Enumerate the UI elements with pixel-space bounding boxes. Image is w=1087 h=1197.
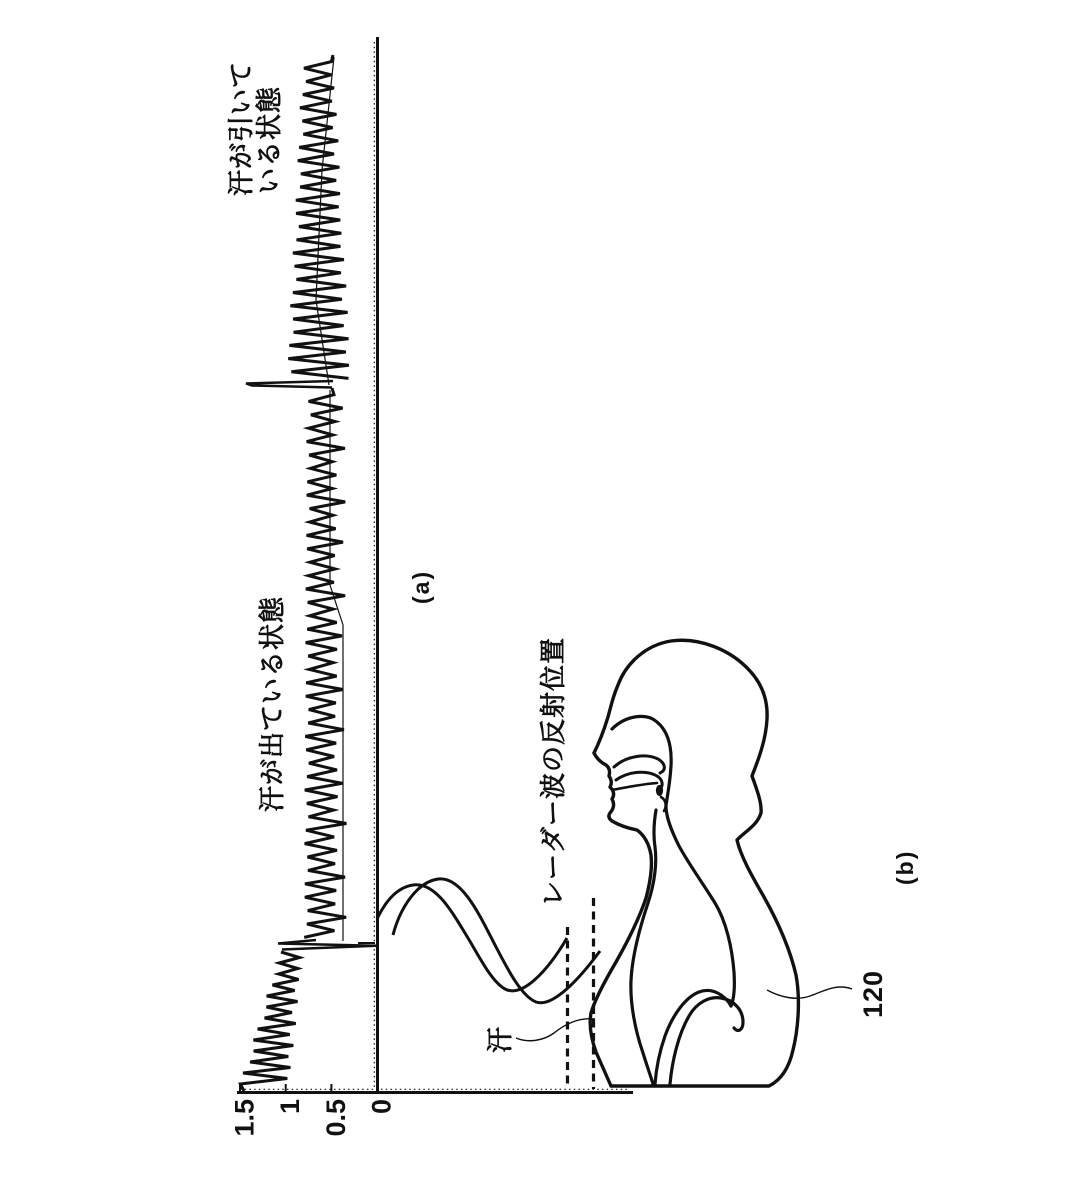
waveform-transition-spike-upper bbox=[246, 381, 333, 388]
waveform-transition-spike-lower bbox=[278, 940, 376, 950]
head-torso-outline bbox=[594, 640, 798, 1086]
epiglottis-line bbox=[661, 797, 666, 811]
uvula-dot bbox=[656, 785, 663, 796]
label-sweat-receding-line1: 汗が引いて bbox=[226, 60, 256, 196]
axis-tick-label-1: 1 bbox=[275, 1099, 305, 1115]
label-sweating-state: 汗が出ている状態 bbox=[257, 595, 287, 812]
trachea-left-line bbox=[655, 990, 731, 1084]
label-sweat: 汗 bbox=[485, 1026, 515, 1053]
mouth-line bbox=[612, 783, 657, 790]
ref-120-leader-line bbox=[767, 987, 852, 998]
trachea-hook-line bbox=[670, 998, 743, 1084]
waveform-section-onset bbox=[240, 952, 299, 1091]
sweat-leader-line bbox=[516, 1019, 595, 1041]
palate-line bbox=[614, 756, 664, 773]
waveform bbox=[240, 55, 376, 1091]
tongue-line bbox=[616, 772, 662, 789]
label-panel-a: (a) bbox=[408, 569, 434, 604]
label-radar-reflection: レーダー波の反射位置 bbox=[538, 636, 568, 907]
label-ref-120: 120 bbox=[858, 969, 888, 1018]
human-profile bbox=[590, 640, 798, 1086]
axis-tick-label-0: 0 bbox=[366, 1099, 397, 1115]
nasal-pharynx-inner-line bbox=[612, 716, 734, 1006]
axis-tick-label-1-5: 1.5 bbox=[229, 1099, 260, 1137]
waveform-section-sweating bbox=[304, 388, 346, 937]
label-panel-b: (b) bbox=[892, 849, 918, 885]
axis-tick-label-0-5: 0.5 bbox=[321, 1099, 351, 1137]
label-sweat-receding-line2: いる状態 bbox=[254, 85, 284, 194]
waveform-section-receding bbox=[288, 55, 349, 378]
airway-front-line bbox=[631, 810, 656, 1084]
